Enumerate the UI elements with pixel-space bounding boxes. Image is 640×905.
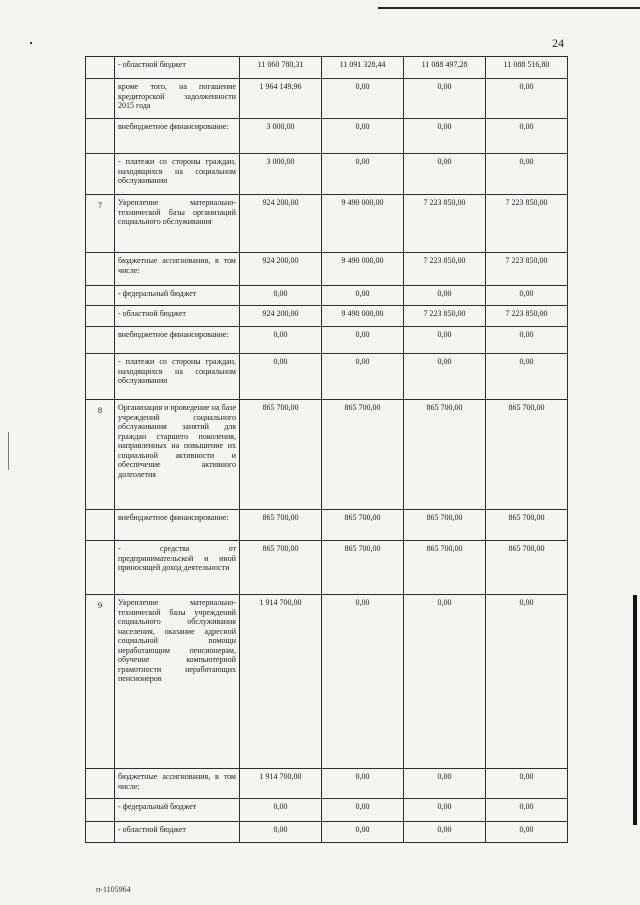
value-cell-year-1: 11 060 780,31 bbox=[240, 57, 322, 79]
scan-margin-mark bbox=[8, 432, 9, 470]
value-cell-year-3: 11 088 497,28 bbox=[404, 57, 486, 79]
value-cell-year-3: 865 700,00 bbox=[404, 541, 486, 595]
table-row bbox=[86, 822, 568, 843]
table-row bbox=[86, 286, 568, 306]
row-label-cell: - платежи со стороны граждан, находящихся на социальном обслуживании bbox=[115, 154, 240, 195]
budget-table bbox=[85, 56, 568, 843]
value-cell-year-3: 0,00 bbox=[404, 119, 486, 154]
value-cell-year-3: 865 700,00 bbox=[404, 400, 486, 510]
value-cell-year-4: 865 700,00 bbox=[486, 400, 568, 510]
table-row bbox=[86, 306, 568, 327]
value-cell-year-1: 865 700,00 bbox=[240, 510, 322, 541]
value-cell-year-4: 0,00 bbox=[486, 119, 568, 154]
row-number-cell bbox=[86, 306, 115, 327]
value-cell-year-1: 865 700,00 bbox=[240, 541, 322, 595]
value-cell-year-3: 7 223 850,00 bbox=[404, 195, 486, 253]
value-cell-year-1: 3 000,00 bbox=[240, 119, 322, 154]
row-label-cell: - областной бюджет bbox=[115, 306, 240, 327]
row-number-cell bbox=[86, 541, 115, 595]
value-cell-year-2: 11 091 328,44 bbox=[322, 57, 404, 79]
value-cell-year-1: 3 000,00 bbox=[240, 154, 322, 195]
footer-document-code: п-1105964 bbox=[96, 885, 131, 894]
row-number-cell bbox=[86, 769, 115, 799]
row-number-cell: 9 bbox=[86, 595, 115, 769]
value-cell-year-2: 0,00 bbox=[322, 79, 404, 119]
value-cell-year-2: 0,00 bbox=[322, 354, 404, 400]
value-cell-year-3: 0,00 bbox=[404, 154, 486, 195]
value-cell-year-2: 865 700,00 bbox=[322, 541, 404, 595]
value-cell-year-4: 0,00 bbox=[486, 327, 568, 354]
value-cell-year-1: 0,00 bbox=[240, 799, 322, 822]
row-label-cell: Укрепление материально-технической базы учреждений социального обслуживания населения, оказание адресной социальной помощи неработающим пенсионерам, обучение компьютерной грамотности неработающих пенсионеров bbox=[115, 595, 240, 769]
row-number-cell bbox=[86, 822, 115, 843]
row-label-cell: - областной бюджет bbox=[115, 57, 240, 79]
table-row bbox=[86, 195, 568, 253]
value-cell-year-4: 0,00 bbox=[486, 79, 568, 119]
row-number-cell bbox=[86, 119, 115, 154]
value-cell-year-4: 0,00 bbox=[486, 286, 568, 306]
row-number-cell bbox=[86, 57, 115, 79]
value-cell-year-2: 9 490 000,00 bbox=[322, 253, 404, 286]
value-cell-year-1: 0,00 bbox=[240, 327, 322, 354]
row-number-cell: 7 bbox=[86, 195, 115, 253]
page-number: 24 bbox=[552, 36, 564, 50]
value-cell-year-2: 0,00 bbox=[322, 822, 404, 843]
value-cell-year-4: 7 223 850,00 bbox=[486, 253, 568, 286]
value-cell-year-3: 7 223 850,00 bbox=[404, 306, 486, 327]
row-label-cell: - федеральный бюджет bbox=[115, 799, 240, 822]
table-row bbox=[86, 769, 568, 799]
value-cell-year-1: 1 964 149,96 bbox=[240, 79, 322, 119]
row-label-cell: Укрепление материально-технической базы организаций социального обслуживания bbox=[115, 195, 240, 253]
value-cell-year-1: 865 700,00 bbox=[240, 400, 322, 510]
scan-speck bbox=[30, 42, 32, 44]
table-row bbox=[86, 510, 568, 541]
value-cell-year-1: 0,00 bbox=[240, 286, 322, 306]
table-row bbox=[86, 541, 568, 595]
row-number-cell bbox=[86, 286, 115, 306]
table-row bbox=[86, 595, 568, 769]
value-cell-year-2: 0,00 bbox=[322, 119, 404, 154]
value-cell-year-3: 0,00 bbox=[404, 595, 486, 769]
value-cell-year-4: 11 088 516,80 bbox=[486, 57, 568, 79]
row-label-cell: Организация и проведение на базе учреждений социального обслуживания занятий для граждан старшего поколения, направленных на повышение их социальной активности и обеспечение активного долголетия bbox=[115, 400, 240, 510]
row-number-cell bbox=[86, 510, 115, 541]
row-label-cell: внебюджетное финансирование: bbox=[115, 510, 240, 541]
value-cell-year-2: 0,00 bbox=[322, 595, 404, 769]
value-cell-year-3: 0,00 bbox=[404, 769, 486, 799]
row-number-cell bbox=[86, 79, 115, 119]
value-cell-year-3: 0,00 bbox=[404, 327, 486, 354]
value-cell-year-4: 0,00 bbox=[486, 154, 568, 195]
row-number-cell bbox=[86, 154, 115, 195]
table-row bbox=[86, 119, 568, 154]
row-label-cell: - федеральный бюджет bbox=[115, 286, 240, 306]
row-number-cell bbox=[86, 253, 115, 286]
value-cell-year-3: 0,00 bbox=[404, 354, 486, 400]
row-label-cell: - средства от предпринимательской и иной приносящей доход деятельности bbox=[115, 541, 240, 595]
scan-edge-bar bbox=[633, 595, 637, 825]
value-cell-year-1: 0,00 bbox=[240, 354, 322, 400]
row-number-cell bbox=[86, 799, 115, 822]
table-row bbox=[86, 57, 568, 79]
value-cell-year-2: 9 490 000,00 bbox=[322, 306, 404, 327]
row-number-cell: 8 bbox=[86, 400, 115, 510]
row-number-cell bbox=[86, 354, 115, 400]
row-label-cell: бюджетные ассигнования, в том числе: bbox=[115, 769, 240, 799]
value-cell-year-4: 7 223 850,00 bbox=[486, 306, 568, 327]
table-row bbox=[86, 327, 568, 354]
value-cell-year-3: 7 223 850,00 bbox=[404, 253, 486, 286]
value-cell-year-3: 865 700,00 bbox=[404, 510, 486, 541]
row-label-cell: кроме того, на погашение кредиторской задолженности 2015 года bbox=[115, 79, 240, 119]
value-cell-year-1: 1 914 700,00 bbox=[240, 769, 322, 799]
row-number-cell bbox=[86, 327, 115, 354]
value-cell-year-2: 865 700,00 bbox=[322, 400, 404, 510]
value-cell-year-1: 924 200,00 bbox=[240, 195, 322, 253]
value-cell-year-3: 0,00 bbox=[404, 822, 486, 843]
value-cell-year-2: 0,00 bbox=[322, 286, 404, 306]
value-cell-year-4: 0,00 bbox=[486, 354, 568, 400]
value-cell-year-2: 865 700,00 bbox=[322, 510, 404, 541]
row-label-cell: бюджетные ассигнования, в том числе: bbox=[115, 253, 240, 286]
value-cell-year-2: 9 490 000,00 bbox=[322, 195, 404, 253]
value-cell-year-4: 865 700,00 bbox=[486, 541, 568, 595]
value-cell-year-1: 924 200,00 bbox=[240, 253, 322, 286]
value-cell-year-4: 0,00 bbox=[486, 799, 568, 822]
value-cell-year-4: 0,00 bbox=[486, 769, 568, 799]
table-row bbox=[86, 400, 568, 510]
row-label-cell: - платежи со стороны граждан, находящихся на социальном обслуживании bbox=[115, 354, 240, 400]
value-cell-year-4: 865 700,00 bbox=[486, 510, 568, 541]
value-cell-year-2: 0,00 bbox=[322, 154, 404, 195]
value-cell-year-3: 0,00 bbox=[404, 799, 486, 822]
table-row bbox=[86, 154, 568, 195]
scan-edge-line bbox=[378, 7, 640, 9]
row-label-cell: - областной бюджет bbox=[115, 822, 240, 843]
value-cell-year-4: 0,00 bbox=[486, 595, 568, 769]
value-cell-year-2: 0,00 bbox=[322, 327, 404, 354]
table-row bbox=[86, 799, 568, 822]
value-cell-year-3: 0,00 bbox=[404, 79, 486, 119]
row-label-cell: внебюджетное финансирование: bbox=[115, 327, 240, 354]
value-cell-year-2: 0,00 bbox=[322, 799, 404, 822]
value-cell-year-2: 0,00 bbox=[322, 769, 404, 799]
table-row bbox=[86, 354, 568, 400]
value-cell-year-1: 0,00 bbox=[240, 822, 322, 843]
budget-table-body bbox=[86, 57, 568, 843]
value-cell-year-4: 7 223 850,00 bbox=[486, 195, 568, 253]
table-row bbox=[86, 79, 568, 119]
value-cell-year-3: 0,00 bbox=[404, 286, 486, 306]
table-row bbox=[86, 253, 568, 286]
value-cell-year-1: 924 200,00 bbox=[240, 306, 322, 327]
row-label-cell: внебюджетное финансирование: bbox=[115, 119, 240, 154]
value-cell-year-1: 1 914 700,00 bbox=[240, 595, 322, 769]
value-cell-year-4: 0,00 bbox=[486, 822, 568, 843]
